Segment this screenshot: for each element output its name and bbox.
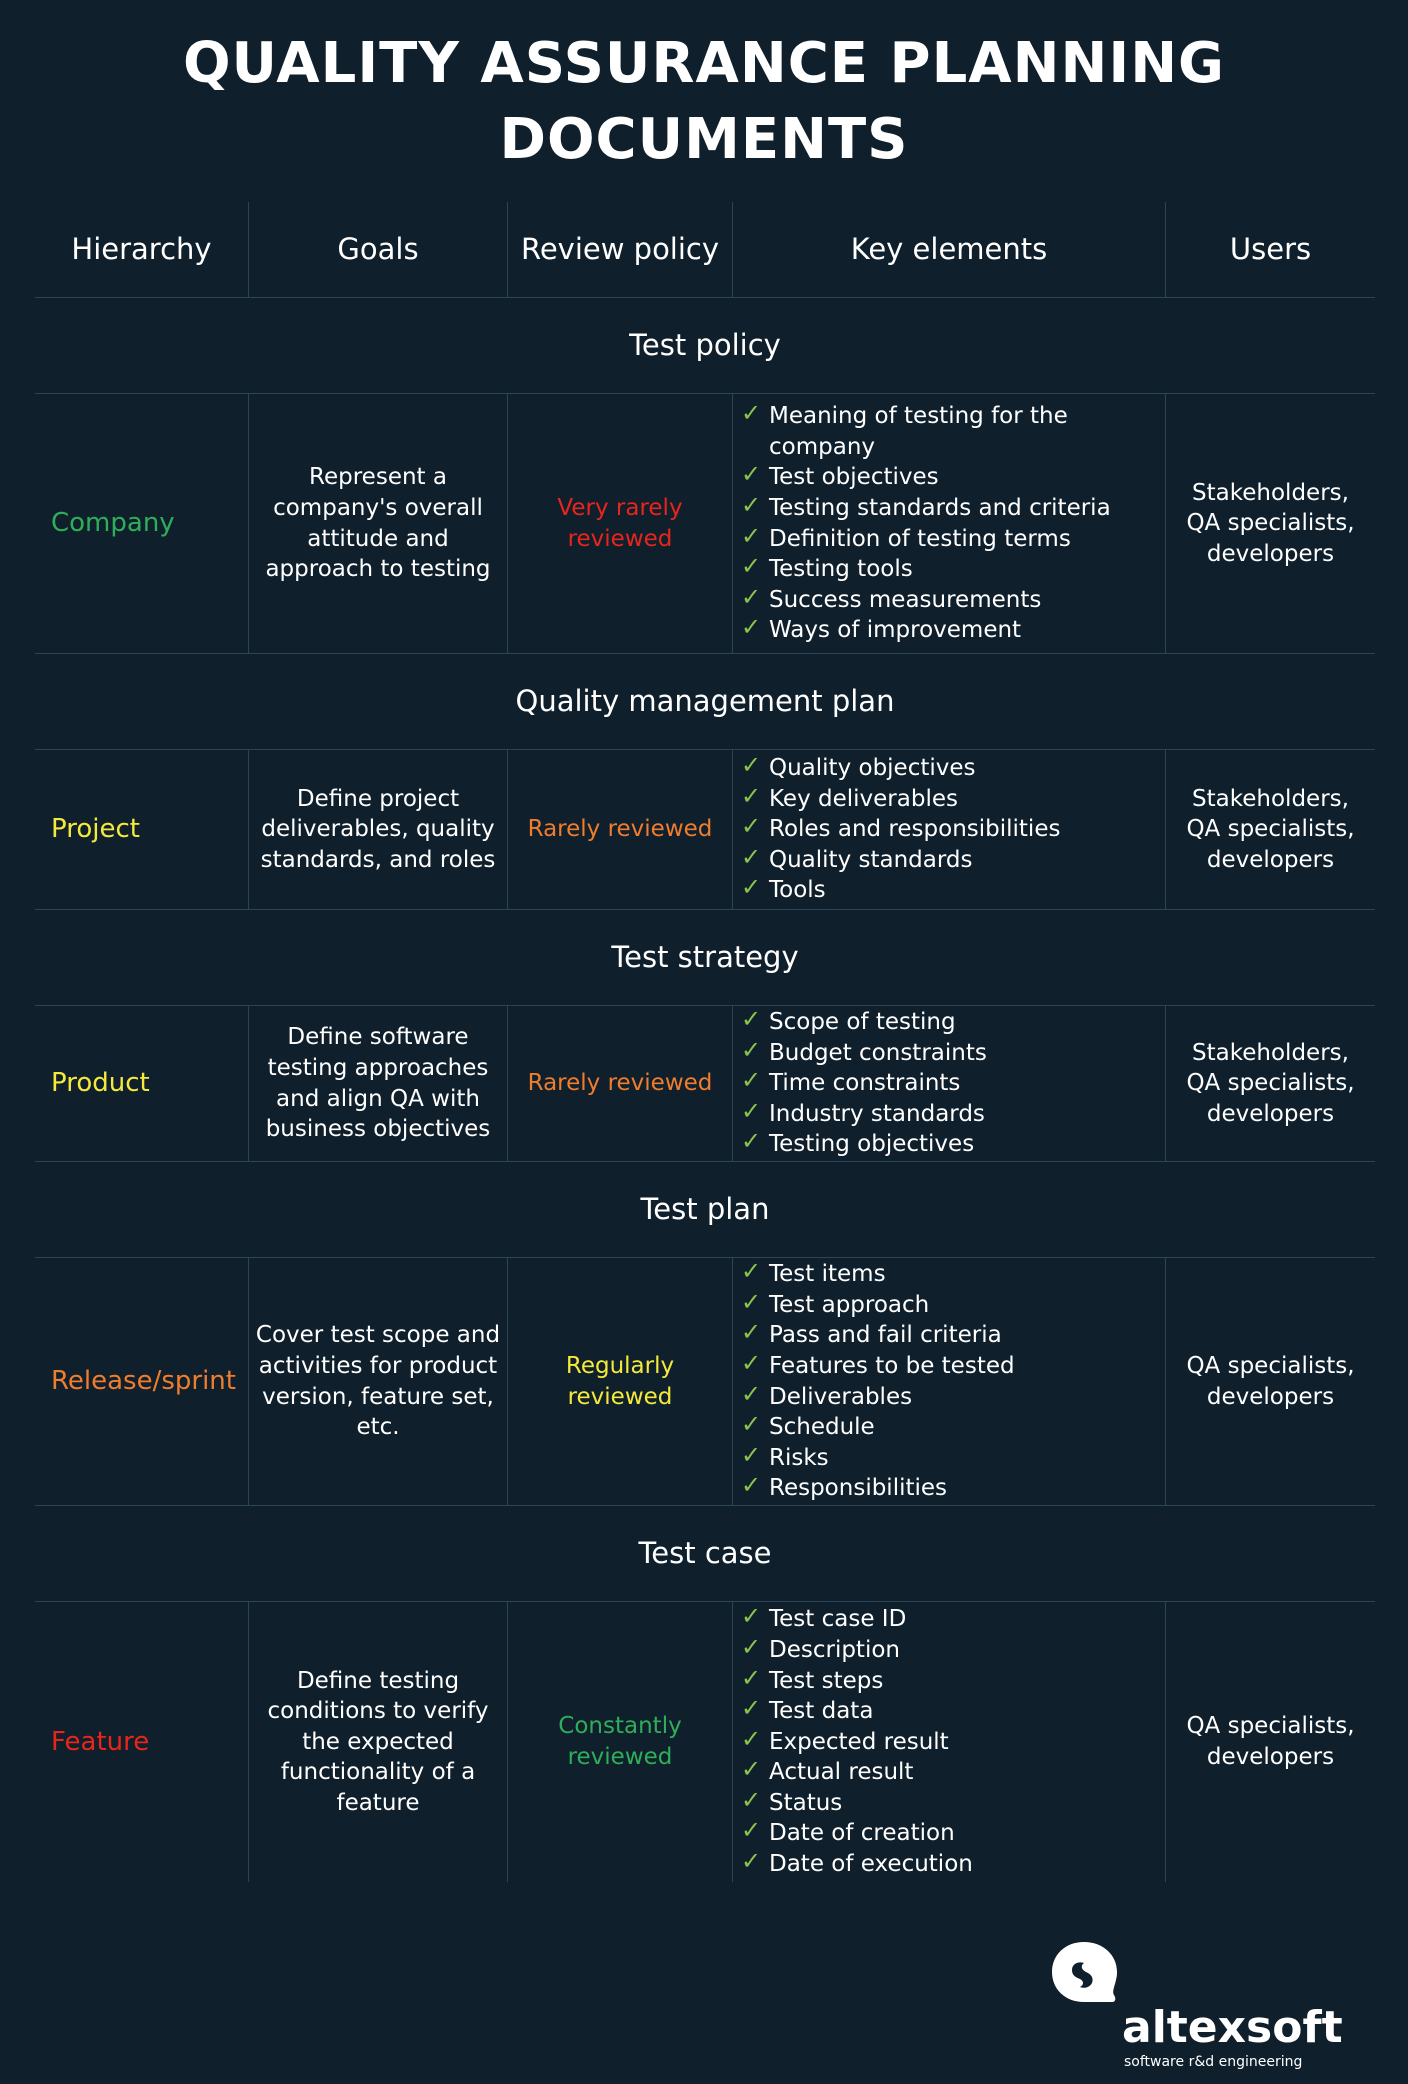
- logo-name: altexsoft: [1122, 2002, 1343, 2053]
- qa-documents-table: [35, 202, 1375, 1882]
- key-element-item: ✓ Responsibilities: [769, 1473, 1015, 1504]
- key-element-item: ✓ Test data: [769, 1696, 973, 1727]
- key-element-item: ✓ Definition of testing terms: [769, 524, 1157, 555]
- goals-cell: Define software testing approaches and align QA with business objectives: [248, 1006, 507, 1162]
- review-policy-cell: Regularly reviewed: [507, 1258, 732, 1506]
- title-line-1: QUALITY ASSURANCE PLANNING: [182, 31, 1226, 96]
- key-elements-cell: [732, 750, 1165, 910]
- goals-cell: Define project deliverables, quality standards, and roles: [248, 750, 507, 910]
- key-element-item: ✓ Test approach: [769, 1290, 1015, 1321]
- users-cell: QA specialists, developers: [1165, 1258, 1375, 1506]
- key-element-item: ✓ Date of creation: [769, 1818, 973, 1849]
- key-element-item: ✓ Schedule: [769, 1412, 1015, 1443]
- key-element-item: ✓ Test items: [769, 1259, 1015, 1290]
- key-elements-list: [769, 1259, 1015, 1504]
- key-element-item: ✓ Date of execution: [769, 1849, 973, 1880]
- hierarchy-cell: Company: [35, 394, 248, 654]
- key-element-item: ✓ Expected result: [769, 1727, 973, 1758]
- goals-cell: Cover test scope and activities for product version, feature set, etc.: [248, 1258, 507, 1506]
- key-element-item: ✓ Features to be tested: [769, 1351, 1015, 1382]
- title-line-2: DOCUMENTS: [499, 107, 909, 172]
- goals-cell: Represent a company's overall attitude and approach to testing: [248, 394, 507, 654]
- altexsoft-logo: [1050, 1940, 1350, 2070]
- key-elements-list: [769, 1604, 973, 1879]
- section-title-test-plan: Test plan: [35, 1162, 1375, 1258]
- key-elements-cell: [732, 1602, 1165, 1882]
- key-element-item: ✓ Meaning of testing for the company: [769, 401, 1157, 462]
- key-element-item: ✓ Test case ID: [769, 1604, 973, 1635]
- users-cell: Stakeholders, QA specialists, developers: [1165, 394, 1375, 654]
- column-header-hierarchy: Hierarchy: [35, 202, 248, 298]
- key-element-item: ✓ Deliverables: [769, 1382, 1015, 1413]
- goals-cell: Define testing conditions to verify the expected functionality of a feature: [248, 1602, 507, 1882]
- hierarchy-cell: Release/sprint: [35, 1258, 248, 1506]
- key-element-item: ✓ Status: [769, 1788, 973, 1819]
- speech-bubble-logo-icon: [1050, 1940, 1118, 2008]
- users-cell: QA specialists, developers: [1165, 1602, 1375, 1882]
- section-title-test-policy: Test policy: [35, 298, 1375, 394]
- section-title-test-case: Test case: [35, 1506, 1375, 1602]
- key-element-item: ✓ Pass and fail criteria: [769, 1320, 1015, 1351]
- key-elements-cell: [732, 1258, 1165, 1506]
- key-elements-cell: [732, 394, 1165, 654]
- key-element-item: ✓ Time constraints: [769, 1068, 987, 1099]
- column-header-users: Users: [1165, 202, 1375, 298]
- key-element-item: ✓ Key deliverables: [769, 784, 1060, 815]
- hierarchy-cell: Feature: [51, 1726, 150, 1757]
- key-elements-list: [769, 401, 1157, 646]
- key-element-item: ✓ Description: [769, 1635, 973, 1666]
- key-element-item: ✓ Industry standards: [769, 1099, 987, 1130]
- hierarchy-cell: Product: [35, 1006, 248, 1162]
- key-element-item: ✓ Success measurements: [769, 585, 1157, 616]
- key-elements-list: [769, 753, 1060, 906]
- hierarchy-cell: Project: [35, 750, 248, 910]
- key-elements-list: [769, 1007, 987, 1160]
- key-element-item: ✓ Testing tools: [769, 554, 1157, 585]
- key-element-item: ✓ Roles and responsibilities: [769, 814, 1060, 845]
- column-header-review-policy: Review policy: [507, 202, 732, 298]
- key-element-item: ✓ Ways of improvement: [769, 615, 1157, 646]
- column-header-key-elements: Key elements: [732, 202, 1165, 298]
- key-element-item: ✓ Quality standards: [769, 845, 1060, 876]
- review-policy-cell: Rarely reviewed: [507, 1006, 732, 1162]
- key-element-item: ✓ Quality objectives: [769, 753, 1060, 784]
- key-element-item: ✓ Actual result: [769, 1757, 973, 1788]
- key-element-item: ✓ Testing objectives: [769, 1129, 987, 1160]
- key-element-item: ✓ Test objectives: [769, 462, 1157, 493]
- users-cell: Stakeholders, QA specialists, developers: [1165, 750, 1375, 910]
- logo-tagline: software r&d engineering: [1124, 2054, 1303, 2070]
- users-cell: Stakeholders, QA specialists, developers: [1165, 1006, 1375, 1162]
- key-element-item: ✓ Test steps: [769, 1666, 973, 1697]
- key-element-item: ✓ Testing standards and criteria: [769, 493, 1157, 524]
- section-title-test-strategy: Test strategy: [35, 910, 1375, 1006]
- key-element-item: ✓ Risks: [769, 1443, 1015, 1474]
- key-elements-cell: [732, 1006, 1165, 1162]
- review-policy-cell: Rarely reviewed: [507, 750, 732, 910]
- review-policy-cell: Constantly reviewed: [507, 1602, 732, 1882]
- page-title: [0, 26, 1408, 178]
- column-header-goals: Goals: [248, 202, 507, 298]
- section-title-quality-management-plan: Quality management plan: [35, 654, 1375, 750]
- key-element-item: ✓ Tools: [769, 875, 1060, 906]
- key-element-item: ✓ Scope of testing: [769, 1007, 987, 1038]
- key-element-item: ✓ Budget constraints: [769, 1038, 987, 1069]
- review-policy-cell: Very rarely reviewed: [507, 394, 732, 654]
